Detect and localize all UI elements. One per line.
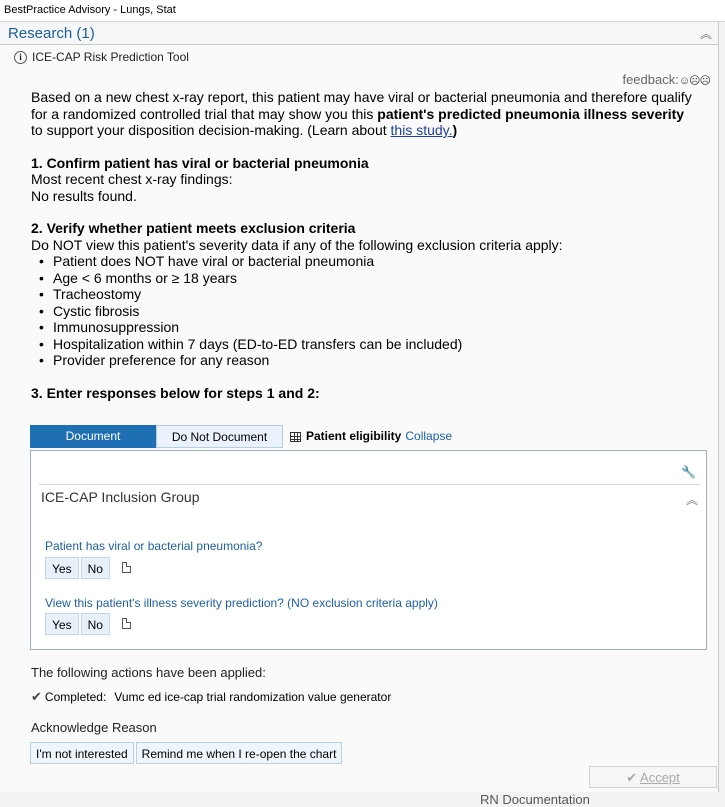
- checkmark-icon: ✔: [31, 689, 42, 704]
- step1-title: 1. Confirm patient has viral or bacterial pneumonia: [31, 154, 369, 171]
- advisory-content: [31, 89, 711, 401]
- group-title: ICE-CAP Inclusion Group: [41, 489, 200, 505]
- comment-icon[interactable]: [122, 562, 131, 573]
- divider: [39, 484, 700, 485]
- pneumonia-answer-row: [45, 557, 131, 581]
- window-title: BestPractice Advisory - Lungs, Stat: [0, 0, 725, 22]
- feedback[interactable]: [622, 72, 710, 87]
- tool-name: ICE-CAP Risk Prediction Tool: [32, 50, 189, 64]
- intro-text-2: to support your disposition decision-making. (Learn about: [31, 122, 391, 138]
- list-item: • Tracheostomy: [39, 286, 711, 303]
- intro-paragraph: [31, 89, 696, 139]
- study-link[interactable]: this study.: [390, 122, 453, 138]
- question-pneumonia: Patient has viral or bacterial pneumonia?: [45, 539, 263, 553]
- info-icon: i: [14, 51, 27, 64]
- advisory-window: [0, 22, 719, 792]
- section-title: Research (1): [8, 25, 95, 42]
- accept-label: Accept: [640, 770, 680, 785]
- section-header[interactable]: [0, 22, 718, 45]
- pneumonia-yes-button[interactable]: Yes: [45, 557, 79, 579]
- comment-icon[interactable]: [122, 618, 131, 629]
- exclusion-criteria-list: [31, 253, 711, 369]
- eligibility-label: Patient eligibility: [306, 429, 402, 443]
- list-item: • Hospitalization within 7 days (ED-to-ED transfers can be included): [39, 336, 711, 353]
- patient-eligibility: [290, 429, 452, 443]
- tool-header: [14, 50, 189, 64]
- list-item: • Age < 6 months or ≥ 18 years: [39, 270, 711, 287]
- step1-line2: No results found.: [31, 187, 137, 204]
- table-grid-icon: [290, 432, 301, 442]
- feedback-label: feedback:: [622, 72, 679, 87]
- completed-value: Vumc ed ice-cap trial randomization value generator: [114, 690, 392, 704]
- acknowledge-title: Acknowledge Reason: [31, 720, 157, 735]
- accept-button[interactable]: [589, 766, 717, 788]
- collapse-link[interactable]: Collapse: [405, 429, 453, 443]
- group-collapse-icon[interactable]: ︽: [685, 493, 698, 507]
- step1-line1: Most recent chest x-ray findings:: [31, 171, 233, 187]
- severity-answer-row: [45, 613, 131, 637]
- inclusion-group-panel: [30, 450, 707, 650]
- collapse-section-icon[interactable]: ︽: [699, 27, 712, 41]
- intro-bold: patient's predicted pneumonia illness severity: [377, 105, 685, 122]
- documentation-tabs: [30, 425, 706, 449]
- list-item: • Provider preference for any reason: [39, 352, 711, 369]
- remind-me-button[interactable]: Remind me when I re-open the chart: [136, 742, 343, 764]
- wrench-icon[interactable]: 🔧: [681, 465, 696, 479]
- step2-intro: Do NOT view this patient's severity data if any of the following exclusion criteria apply:: [31, 236, 563, 253]
- intro-text-1: Based on a new chest x-ray report, this patient may have viral or bacterial pneumonia and therefore qualify for a randomized controlled trial that may show you this: [31, 89, 692, 122]
- severity-no-button[interactable]: No: [81, 613, 110, 635]
- list-item: • Immunosuppression: [39, 319, 711, 336]
- feedback-faces-icon[interactable]: ☺☹☹: [678, 75, 710, 87]
- tab-do-not-document[interactable]: Do Not Document: [156, 425, 283, 448]
- severity-yes-button[interactable]: Yes: [45, 613, 79, 635]
- not-interested-button[interactable]: I'm not interested: [30, 742, 134, 764]
- list-item: • Patient does NOT have viral or bacterial pneumonia: [39, 253, 711, 270]
- check-icon: ✔: [626, 770, 638, 785]
- background-window-text: RN Documentation: [480, 792, 590, 807]
- tab-document[interactable]: Document: [30, 425, 156, 448]
- step3-title: 3. Enter responses below for steps 1 and 2:: [31, 384, 320, 401]
- completed-label: Completed:: [44, 690, 107, 704]
- applied-actions-title: The following actions have been applied:: [31, 665, 266, 680]
- pneumonia-no-button[interactable]: No: [81, 557, 110, 579]
- acknowledge-reasons: [30, 742, 344, 764]
- list-item: • Cystic fibrosis: [39, 303, 711, 320]
- completed-action: [31, 689, 391, 705]
- question-view-severity: View this patient's illness severity prediction? (NO exclusion criteria apply): [45, 596, 438, 610]
- intro-text-3: ): [452, 122, 458, 138]
- step2-title: 2. Verify whether patient meets exclusion criteria: [31, 220, 356, 236]
